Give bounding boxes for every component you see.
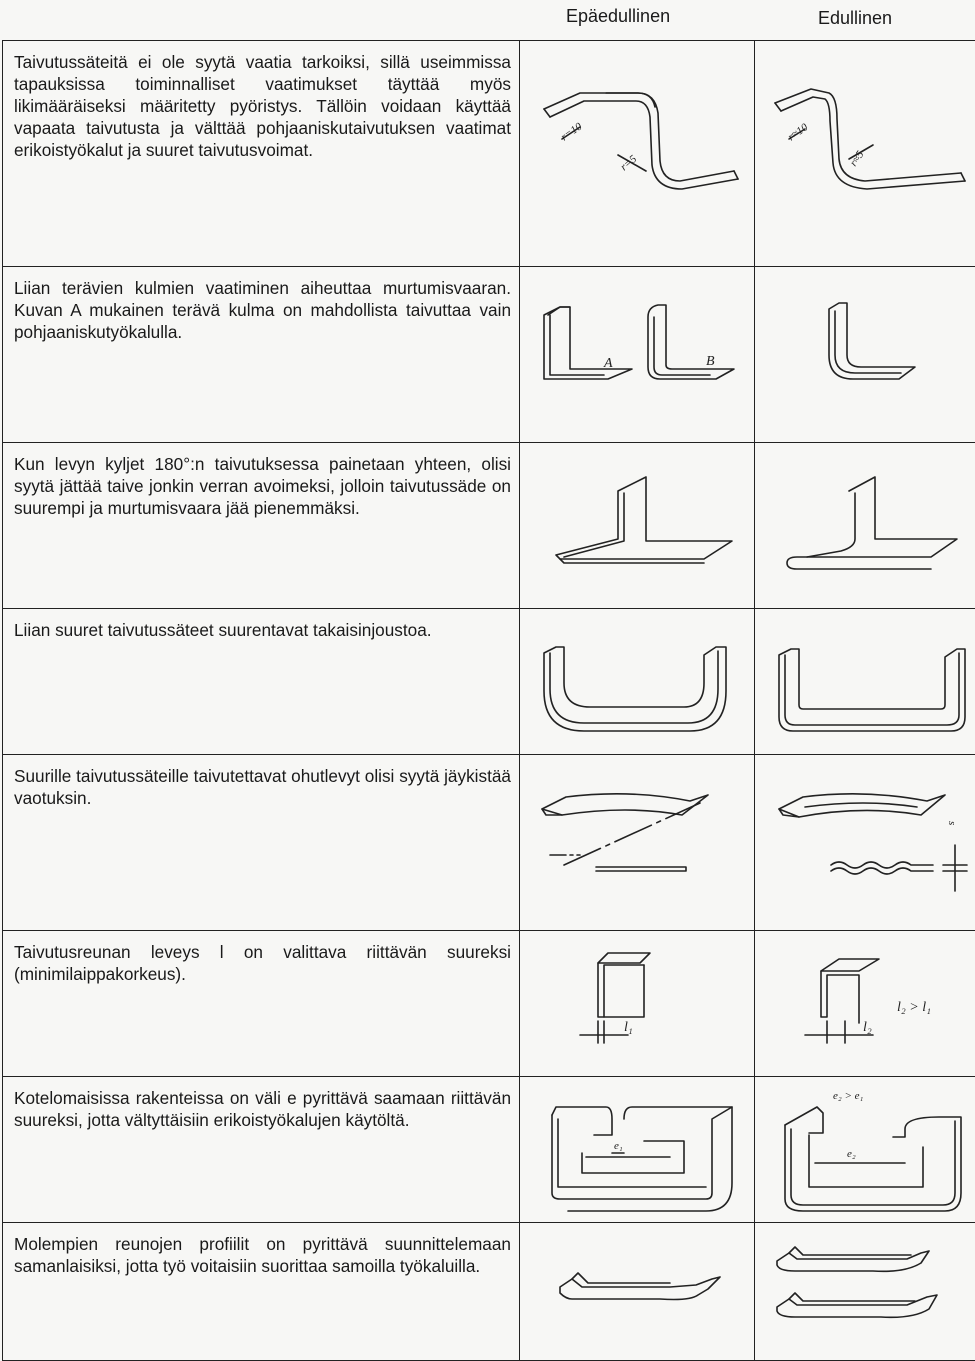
channel-small-radius-good-drawing	[755, 609, 975, 753]
unfavorable-figure	[520, 931, 755, 1077]
flange-label: l₁	[624, 1020, 633, 1035]
unfavorable-figure	[520, 267, 755, 443]
table-row	[3, 267, 975, 443]
favorable-figure	[755, 443, 975, 609]
favorable-figure	[755, 267, 975, 443]
thin-sheet-bad-drawing	[520, 755, 754, 929]
profile-good-drawing	[755, 1223, 975, 1359]
sharp-corner-bad-drawing	[520, 267, 754, 441]
unfavorable-figure	[520, 755, 755, 931]
hem-bend-bad-drawing	[520, 443, 754, 607]
favorable-figure	[755, 41, 975, 267]
header-unfavorable: Epäedullinen	[566, 6, 670, 27]
favorable-figure	[755, 609, 975, 755]
gap-label: e₁	[614, 1140, 623, 1152]
unfavorable-figure	[520, 41, 755, 267]
table-row	[3, 609, 975, 755]
box-gap-bad-drawing	[520, 1077, 754, 1221]
label-a: A	[603, 356, 613, 371]
flange-comparison-label: l₂ > l₁	[897, 1000, 931, 1015]
table-row	[3, 755, 975, 931]
unfavorable-figure	[520, 443, 755, 609]
row-text: Taivutusreunan leveys l on valittava riittävän suureksi (minimilaippakorkeus).	[3, 931, 520, 1077]
hem-bend-good-drawing	[755, 443, 975, 607]
rounded-corner-good-drawing	[755, 267, 975, 441]
gap-comparison-label: e₂ > e₁	[833, 1090, 864, 1102]
row-text: Suurille taivutussäteille taivutettavat ohutlevyt olisi syytä jäykistää vaotuksin.	[3, 755, 520, 931]
favorable-figure	[755, 755, 975, 931]
table-row	[3, 1223, 975, 1361]
label-b: B	[706, 354, 715, 369]
table-row	[3, 931, 975, 1077]
favorable-figure	[755, 1223, 975, 1361]
gap-label: e₂	[847, 1148, 856, 1160]
row-text: Kotelomaisissa rakenteissa on väli e pyrittävä saamaan riittävän suureksi, jotta vältyttäisiin erikoistyökalujen käytöltä.	[3, 1077, 520, 1223]
flange-wide-good-drawing	[755, 931, 975, 1075]
row-text: Taivutussäteitä ei ole syytä vaatia tarkoiksi, sillä useimmissa tapauksissa toiminnalliset vaatimukset täyttää myös likimääräiseksi määritetty pyöristys. Tällöin voidaan käyttää vapaata taivutusta ja välttää pohjaaniskutaivutuksen vaatimat erikoistyökalut ja suuret taivutusvoimat.	[3, 41, 520, 267]
radius-label: r=10	[559, 120, 585, 143]
favorable-figure	[755, 1077, 975, 1223]
profile-bad-drawing	[520, 1223, 754, 1359]
bend-radius-good-drawing	[755, 41, 975, 265]
flange-short-bad-drawing	[520, 931, 754, 1075]
unfavorable-figure	[520, 1077, 755, 1223]
unfavorable-figure	[520, 1223, 755, 1361]
flange-label: l₂	[863, 1020, 872, 1035]
unfavorable-figure	[520, 609, 755, 755]
row-text: Liian terävien kulmien vaatiminen aiheuttaa murtumisvaaran. Kuvan A mukainen terävä kulma on mahdollista taivuttaa vain pohjaaniskutyökalulla.	[3, 267, 520, 443]
radius-label: r≈5	[848, 148, 867, 168]
table-row	[3, 1077, 975, 1223]
thickness-label: s	[946, 821, 958, 825]
design-guideline-table	[2, 40, 975, 1361]
header-favorable: Edullinen	[818, 8, 892, 29]
table-row	[3, 41, 975, 267]
radius-label: r=5	[618, 153, 639, 174]
row-text: Molempien reunojen profiilit on pyrittävä suunnittelemaan samanlaisiksi, jotta työ voitaisiin suorittaa samoilla työkaluilla.	[3, 1223, 520, 1361]
channel-large-radius-bad-drawing	[520, 609, 754, 753]
box-gap-good-drawing	[755, 1077, 975, 1221]
row-text: Kun levyn kyljet 180°:n taivutuksessa painetaan yhteen, olisi syytä jättää taive jonkin verran avoimeksi, jolloin taivutussäde on suurempi ja murtumisvaara jää pienemmäksi.	[3, 443, 520, 609]
favorable-figure	[755, 931, 975, 1077]
row-text: Liian suuret taivutussäteet suurentavat takaisinjoustoa.	[3, 609, 520, 755]
radius-label: r≈10	[786, 121, 811, 143]
table-row	[3, 443, 975, 609]
ribbed-sheet-good-drawing	[755, 755, 975, 929]
column-header	[0, 0, 975, 40]
bend-radius-bad-drawing	[520, 41, 754, 265]
